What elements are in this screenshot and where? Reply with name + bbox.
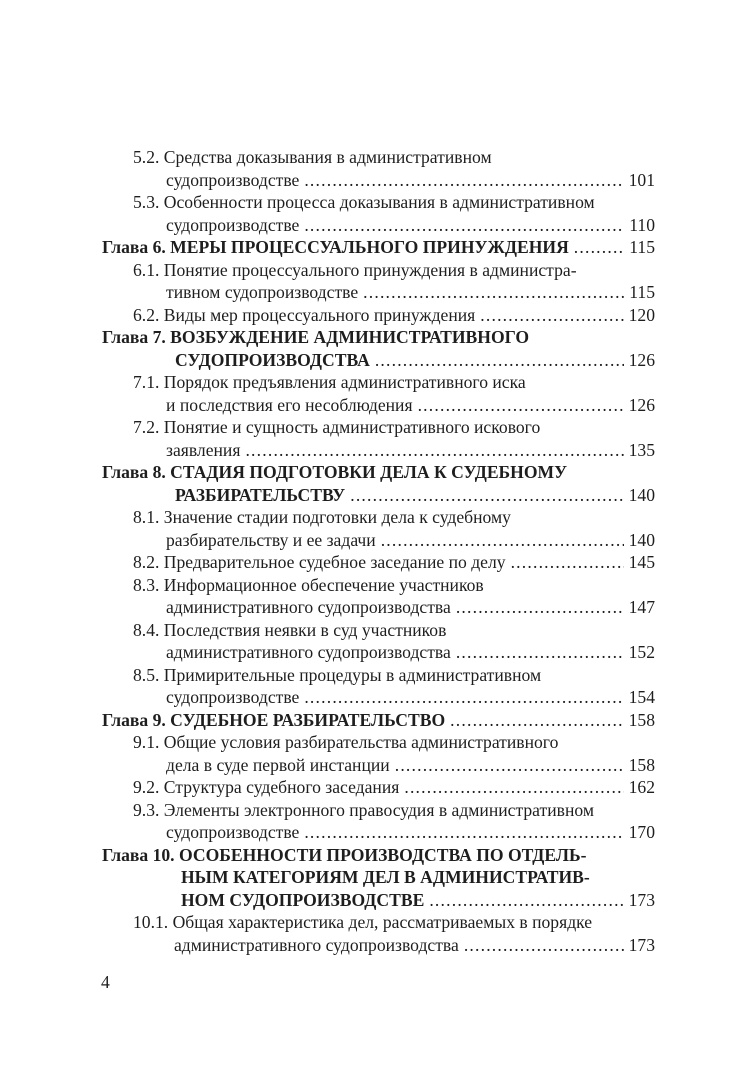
toc-entry-8-4-line2 [102,641,655,664]
entry-text: 9.2. Структура судебного заседания [133,777,400,797]
dot-leader [404,776,623,799]
chapter-title: Глава 7. ВОЗБУЖДЕНИЕ АДМИНИСТРАТИВНОГО [102,327,530,347]
entry-text: судопроизводстве [166,214,300,235]
entry-text: административного судопроизводства [174,934,459,955]
chapter-title: Глава 9. СУДЕБНОЕ РАЗБИРАТЕЛЬСТВО [102,709,446,730]
page-ref: 140 [628,529,655,550]
toc-entry-7-2-line1 [102,416,655,439]
toc-entry-8-3-line1 [102,574,655,597]
chapter-title: Глава 10. ОСОБЕННОСТИ ПРОИЗВОДСТВА ПО ОТДЕЛЬ- [102,844,587,865]
dot-leader [304,821,623,844]
page-ref: 126 [628,394,655,415]
entry-text: 9.1. Общие условия разбирательства административного [133,732,559,752]
dot-leader [381,529,624,552]
entry-text: 7.1. Порядок предъявления административного иска [133,372,526,392]
toc-entry-10-1-line2 [102,934,655,957]
page-ref: 120 [628,304,655,325]
toc-entry-8-2 [102,551,655,574]
entry-text: 5.3. Особенности процесса доказывания в административном [133,192,595,212]
toc-entry-8-5-line2 [102,686,655,709]
page-number: 4 [101,972,110,992]
entry-text: 8.3. Информационное обеспечение участников [133,574,484,595]
toc-entry-8-1-line2 [102,529,655,552]
dot-leader [245,439,623,462]
toc-entry-8-1-line1 [102,506,655,529]
page-ref: 158 [628,754,655,775]
toc-entry-9-3-line1 [102,799,655,822]
toc-entry-8-5-line1 [102,664,655,687]
entry-text: административного судопроизводства [166,597,451,617]
page-ref: 101 [628,169,655,190]
page-ref: 145 [628,552,655,572]
page-ref: 154 [628,687,655,707]
dot-leader [511,551,624,574]
entry-text: 8.1. Значение стадии подготовки дела к судебному [133,507,511,527]
table-of-contents [102,146,655,956]
chapter-title: Глава 6. МЕРЫ ПРОЦЕССУАЛЬНОГО ПРИНУЖДЕНИЯ [102,237,569,257]
toc-chapter-6 [102,236,655,259]
toc-entry-9-2 [102,776,655,799]
dot-leader [464,934,624,957]
entry-text: и последствия его несоблюдения [166,394,413,415]
toc-chapter-10-line2 [102,866,655,889]
toc-chapter-7-line1 [102,326,655,349]
toc-entry-10-1-line1 [102,911,655,934]
dot-leader [350,484,623,507]
page-ref: 152 [628,642,655,662]
dot-leader [304,169,623,192]
chapter-title: СУДОПРОИЗВОДСТВА [175,349,370,370]
toc-entry-9-1-line1 [102,731,655,754]
entry-text: 6.2. Виды мер процессуального принуждения [133,304,476,325]
entry-text: тивном судопроизводстве [166,282,359,302]
entry-text: 8.4. Последствия неявки в суд участников [133,619,447,640]
entry-text: заявления [166,439,241,460]
dot-leader [450,709,623,732]
dot-leader [456,641,624,664]
entry-text: дела в суде первой инстанции [166,754,390,775]
toc-entry-8-4-line1 [102,619,655,642]
page-ref: 140 [628,484,655,505]
toc-entry-6-1-line1 [102,259,655,282]
toc-entry-5-2-line1 [102,146,655,169]
dot-leader [363,281,624,304]
entry-text: судопроизводстве [166,169,300,190]
dot-leader [480,304,623,327]
toc-entry-6-2 [102,304,655,327]
dot-leader [395,754,624,777]
entry-text: 8.2. Предварительное судебное заседание по делу [133,552,506,572]
page-ref: 173 [628,934,655,955]
toc-chapter-7-line2 [102,349,655,372]
chapter-title: НЫМ КАТЕГОРИЯМ ДЕЛ В АДМИНИСТРАТИВ- [181,867,590,887]
page-ref: 115 [629,237,655,257]
toc-entry-8-3-line2 [102,596,655,619]
toc-entry-5-2-line2 [102,169,655,192]
toc-chapter-9 [102,709,655,732]
dot-leader [304,214,624,237]
page-ref: 110 [629,214,655,235]
page-ref: 170 [628,822,655,842]
entry-text: 8.5. Примирительные процедуры в административном [133,664,542,685]
entry-text: 5.2. Средства доказывания в административном [133,147,492,167]
entry-text: административного судопроизводства [166,642,451,662]
chapter-title: НОМ СУДОПРОИЗВОДСТВЕ [181,889,425,910]
dot-leader [574,236,624,259]
entry-text: 9.3. Элементы электронного правосудия в административном [133,799,594,820]
entry-text: судопроизводстве [166,822,300,842]
entry-text: 6.1. Понятие процессуального принуждения в администра- [133,259,577,280]
dot-leader [418,394,624,417]
toc-entry-9-3-line2 [102,821,655,844]
page-ref: 126 [628,349,655,370]
toc-entry-7-2-line2 [102,439,655,462]
toc-entry-9-1-line2 [102,754,655,777]
chapter-title: РАЗБИРАТЕЛЬСТВУ [175,484,346,505]
toc-entry-6-1-line2 [102,281,655,304]
entry-text: 7.2. Понятие и сущность административного искового [133,417,541,437]
entry-text: 10.1. Общая характеристика дел, рассматриваемых в порядке [133,912,593,932]
toc-entry-7-1-line1 [102,371,655,394]
dot-leader [304,686,623,709]
toc-chapter-8-line1 [102,461,655,484]
page-ref: 173 [628,889,655,910]
page-ref: 115 [629,282,655,302]
entry-text: разбирательству и ее задачи [166,529,376,550]
chapter-title: Глава 8. СТАДИЯ ПОДГОТОВКИ ДЕЛА К СУДЕБНОМУ [102,462,568,482]
page-ref: 158 [628,709,655,730]
toc-entry-7-1-line2 [102,394,655,417]
page-ref: 147 [628,597,655,617]
toc-chapter-10-line3 [102,889,655,912]
page-ref: 135 [628,439,655,460]
toc-entry-5-3-line1 [102,191,655,214]
dot-leader [375,349,624,372]
dot-leader [456,596,624,619]
dot-leader [429,889,623,912]
toc-chapter-10-line1 [102,844,655,867]
toc-chapter-8-line2 [102,484,655,507]
toc-entry-5-3-line2 [102,214,655,237]
page-ref: 162 [628,777,655,797]
entry-text: судопроизводстве [166,687,300,707]
